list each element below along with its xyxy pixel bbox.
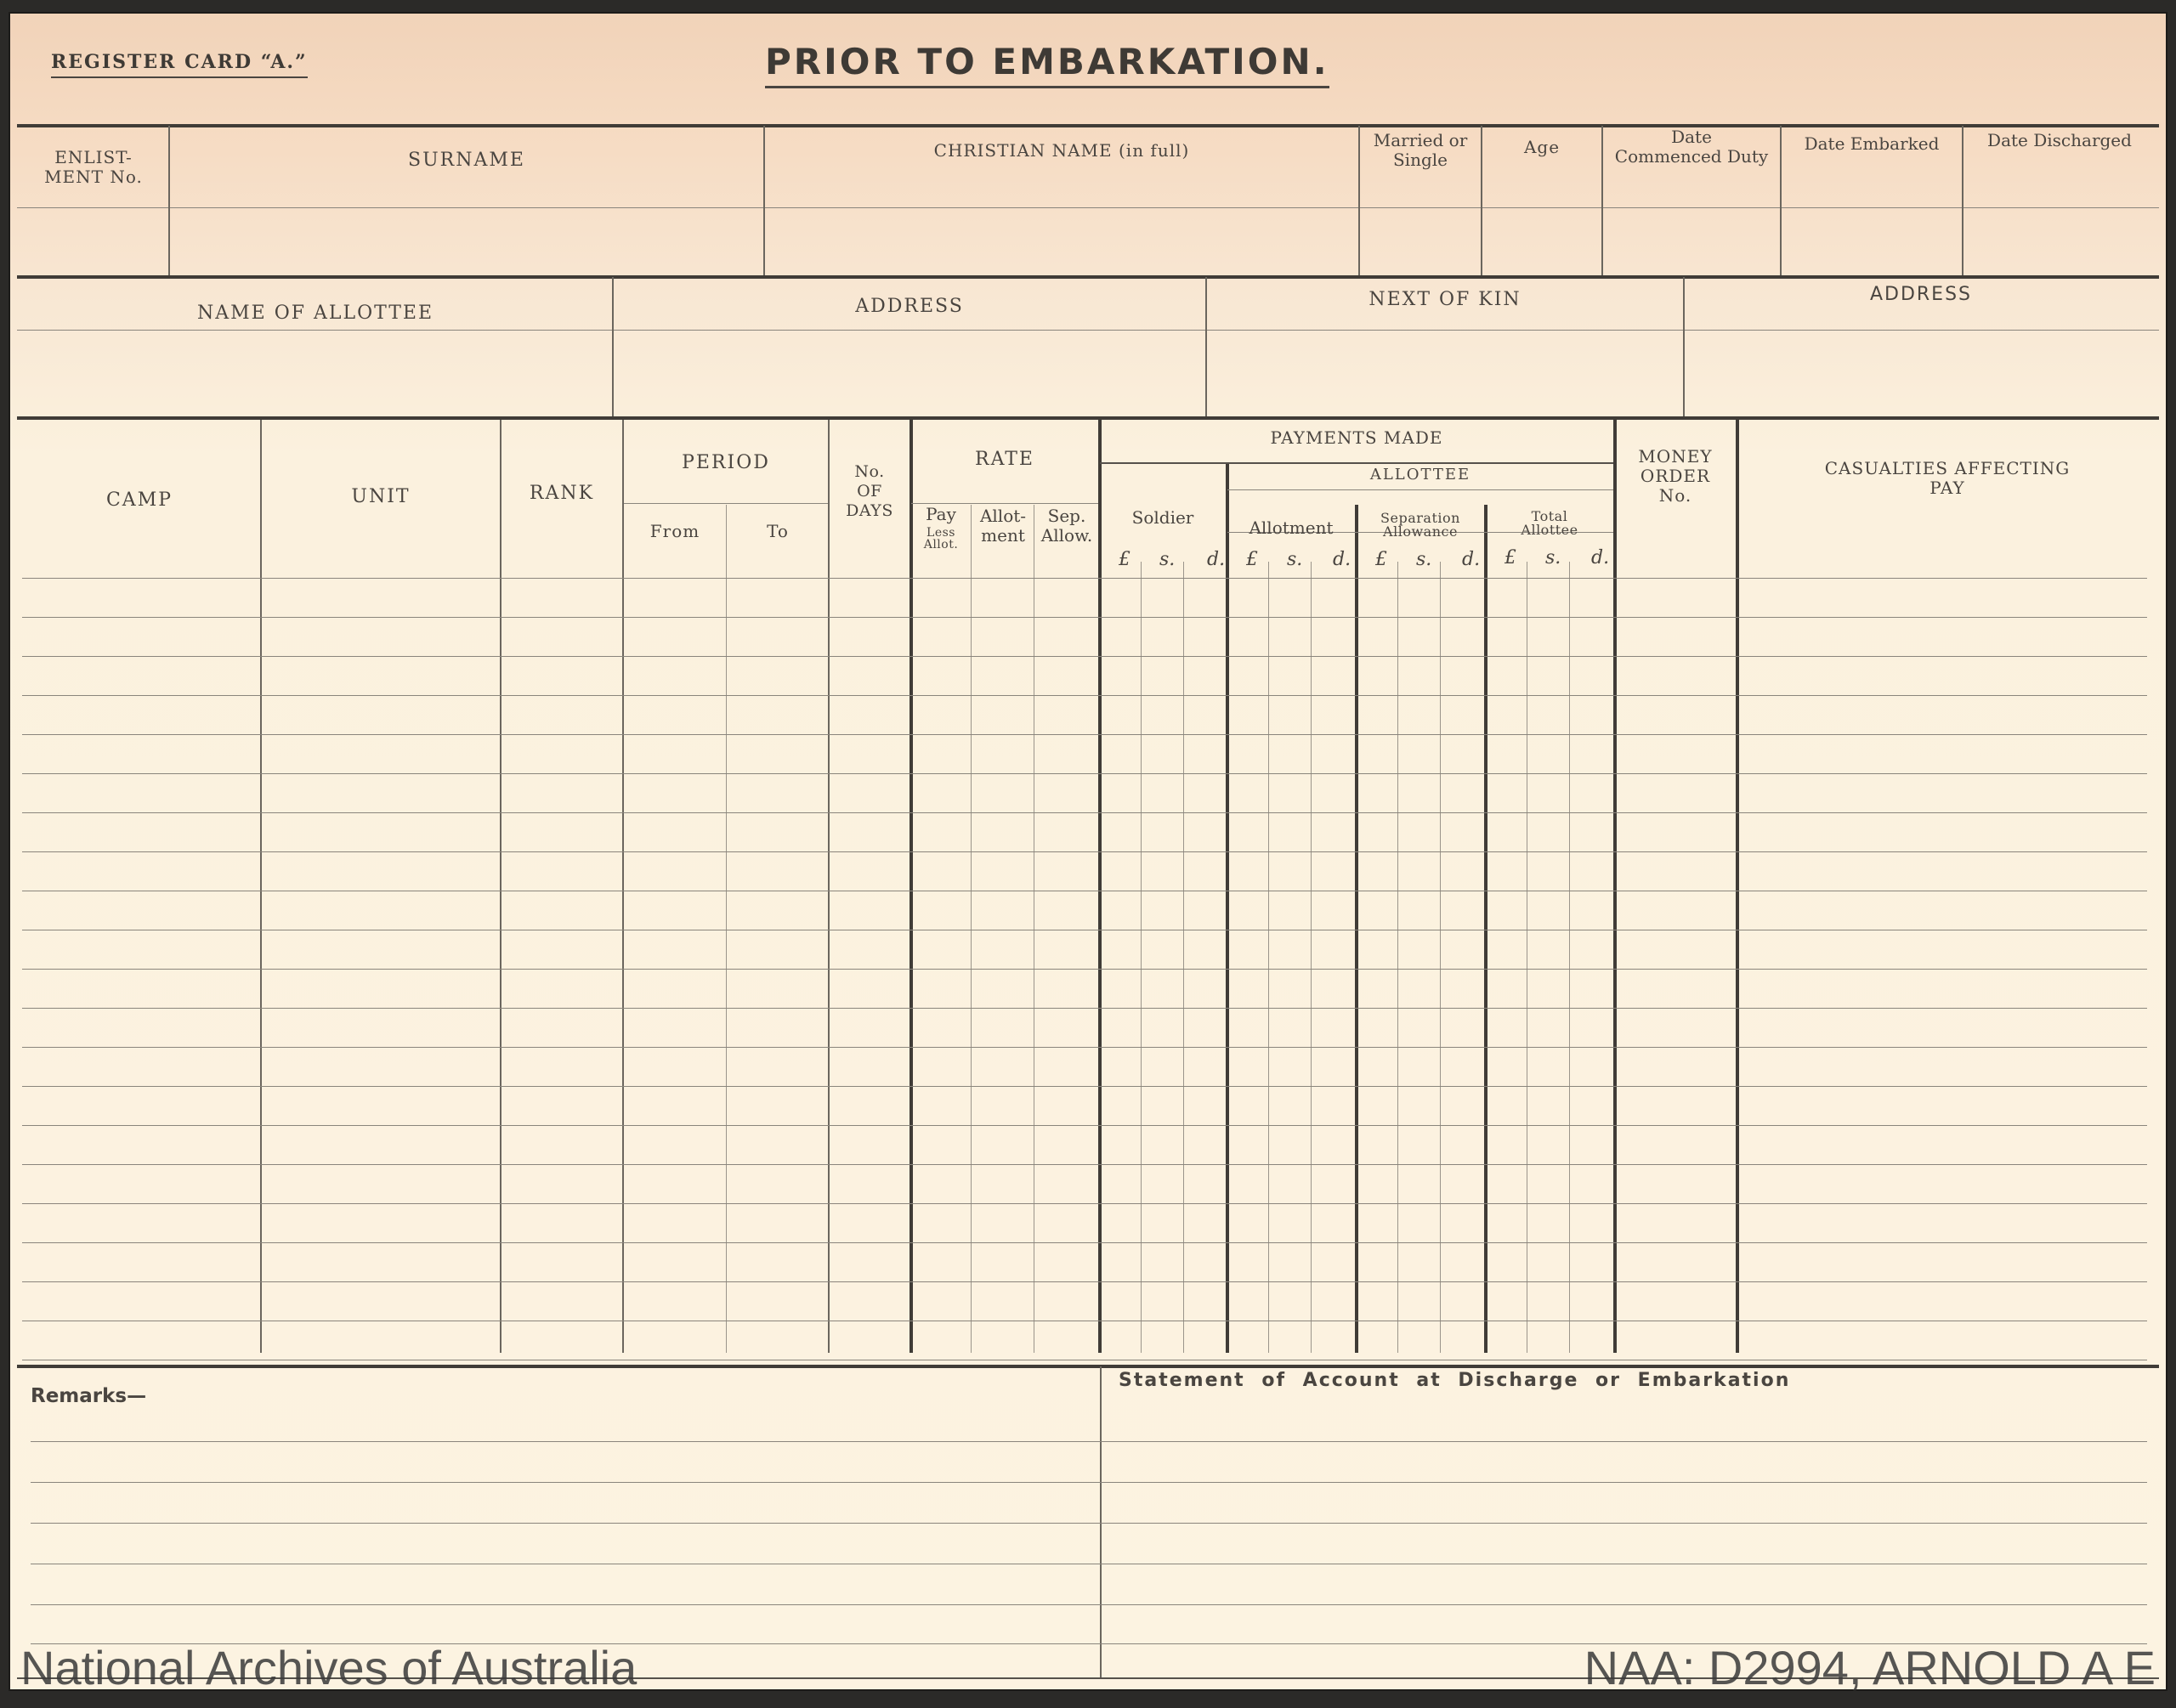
pay-less-sub-header: Less Allot. — [923, 526, 959, 551]
date-commenced-label: Date Commenced Duty — [1614, 127, 1769, 167]
allottee-label: NAME OF ALLOTTEE — [196, 303, 434, 324]
allottee-header: ALLOTTEE — [1369, 466, 1471, 484]
table-rule — [22, 1047, 2147, 1048]
separation-allowance-header: Separation Allowance — [1380, 510, 1460, 540]
to-header: To — [767, 521, 789, 541]
watermark-right: NAA: D2994, ARNOLD A E — [1584, 1641, 2156, 1694]
unit-header: UNIT — [351, 486, 411, 507]
table-rule — [22, 1242, 2147, 1243]
christian-name-label: CHRISTIAN NAME (in full) — [933, 140, 1190, 161]
soldier-shilling: s. — [1159, 549, 1176, 570]
table-rule — [22, 1164, 2147, 1165]
total-shilling: s. — [1545, 547, 1561, 568]
table-rule — [22, 734, 2147, 735]
table-rule — [22, 1281, 2147, 1282]
rank-header: RANK — [529, 483, 595, 504]
period-header: PERIOD — [682, 452, 770, 473]
table-rule — [22, 851, 2147, 852]
form-title: PRIOR TO EMBARKATION. — [765, 41, 1329, 88]
table-rule — [22, 969, 2147, 970]
table-rule — [22, 656, 2147, 657]
remarks-label: Remarks— — [31, 1385, 147, 1407]
footer-rule — [31, 1441, 2147, 1442]
footer-rule — [31, 1482, 2147, 1483]
from-header: From — [649, 521, 700, 541]
total-allottee-header: Total Allottee — [1521, 508, 1578, 538]
separation-shilling: s. — [1416, 549, 1432, 570]
payments-made-header: PAYMENTS MADE — [1270, 427, 1443, 448]
separation-pound: £ — [1375, 549, 1387, 570]
soldier-header: Soldier — [1131, 507, 1194, 528]
separation-pence: d. — [1462, 549, 1481, 570]
address-label-1: ADDRESS — [855, 296, 964, 317]
allotment-shilling: s. — [1287, 549, 1303, 570]
soldier-pence: d. — [1207, 549, 1226, 570]
enlistment-no-label: ENLIST- MENT No. — [44, 147, 143, 187]
watermark-left: National Archives of Australia — [20, 1641, 638, 1694]
no-of-days-header: No. OF DAYS — [846, 462, 893, 520]
money-order-header: MONEY ORDER No. — [1638, 446, 1713, 506]
allotment-header: Allotment — [1249, 517, 1334, 538]
register-card — [10, 14, 2166, 1689]
allotment-rate-header: Allot- ment — [979, 506, 1027, 546]
total-pence: d. — [1591, 547, 1610, 568]
date-embarked-label: Date Embarked — [1804, 133, 1940, 154]
allotment-pound: £ — [1246, 549, 1258, 570]
soldier-pound: £ — [1119, 549, 1130, 570]
age-label: Age — [1523, 137, 1561, 157]
surname-label: SURNAME — [408, 150, 525, 171]
date-discharged-label: Date Discharged — [1987, 130, 2132, 150]
next-of-kin-label: NEXT OF KIN — [1368, 289, 1522, 310]
rate-header: RATE — [975, 449, 1034, 470]
table-rule — [22, 1203, 2147, 1204]
footer-rule — [31, 1604, 2147, 1605]
table-rule — [22, 1086, 2147, 1087]
total-pound: £ — [1504, 547, 1516, 568]
table-rule — [22, 1008, 2147, 1009]
table-rule — [22, 812, 2147, 813]
footer-rule — [31, 1523, 2147, 1524]
register-card-label: REGISTER CARD “A.” — [51, 51, 308, 78]
allotment-pence: d. — [1333, 549, 1352, 570]
married-single-label: Married or Single — [1373, 130, 1468, 170]
camp-header: CAMP — [105, 489, 173, 511]
sep-allow-header: Sep. Allow. — [1040, 506, 1093, 546]
table-rule — [22, 578, 2147, 579]
table-rule — [22, 773, 2147, 774]
table-rule — [22, 1125, 2147, 1126]
casualties-header: CASUALTIES AFFECTING PAY — [1824, 458, 2071, 498]
address-label-2: ADDRESS — [1869, 284, 1973, 305]
pay-less-header: Pay — [926, 504, 956, 524]
statement-label: Statement of Account at Discharge or Embarkation — [1119, 1370, 1791, 1391]
table-rule — [22, 695, 2147, 696]
table-rule — [22, 617, 2147, 618]
